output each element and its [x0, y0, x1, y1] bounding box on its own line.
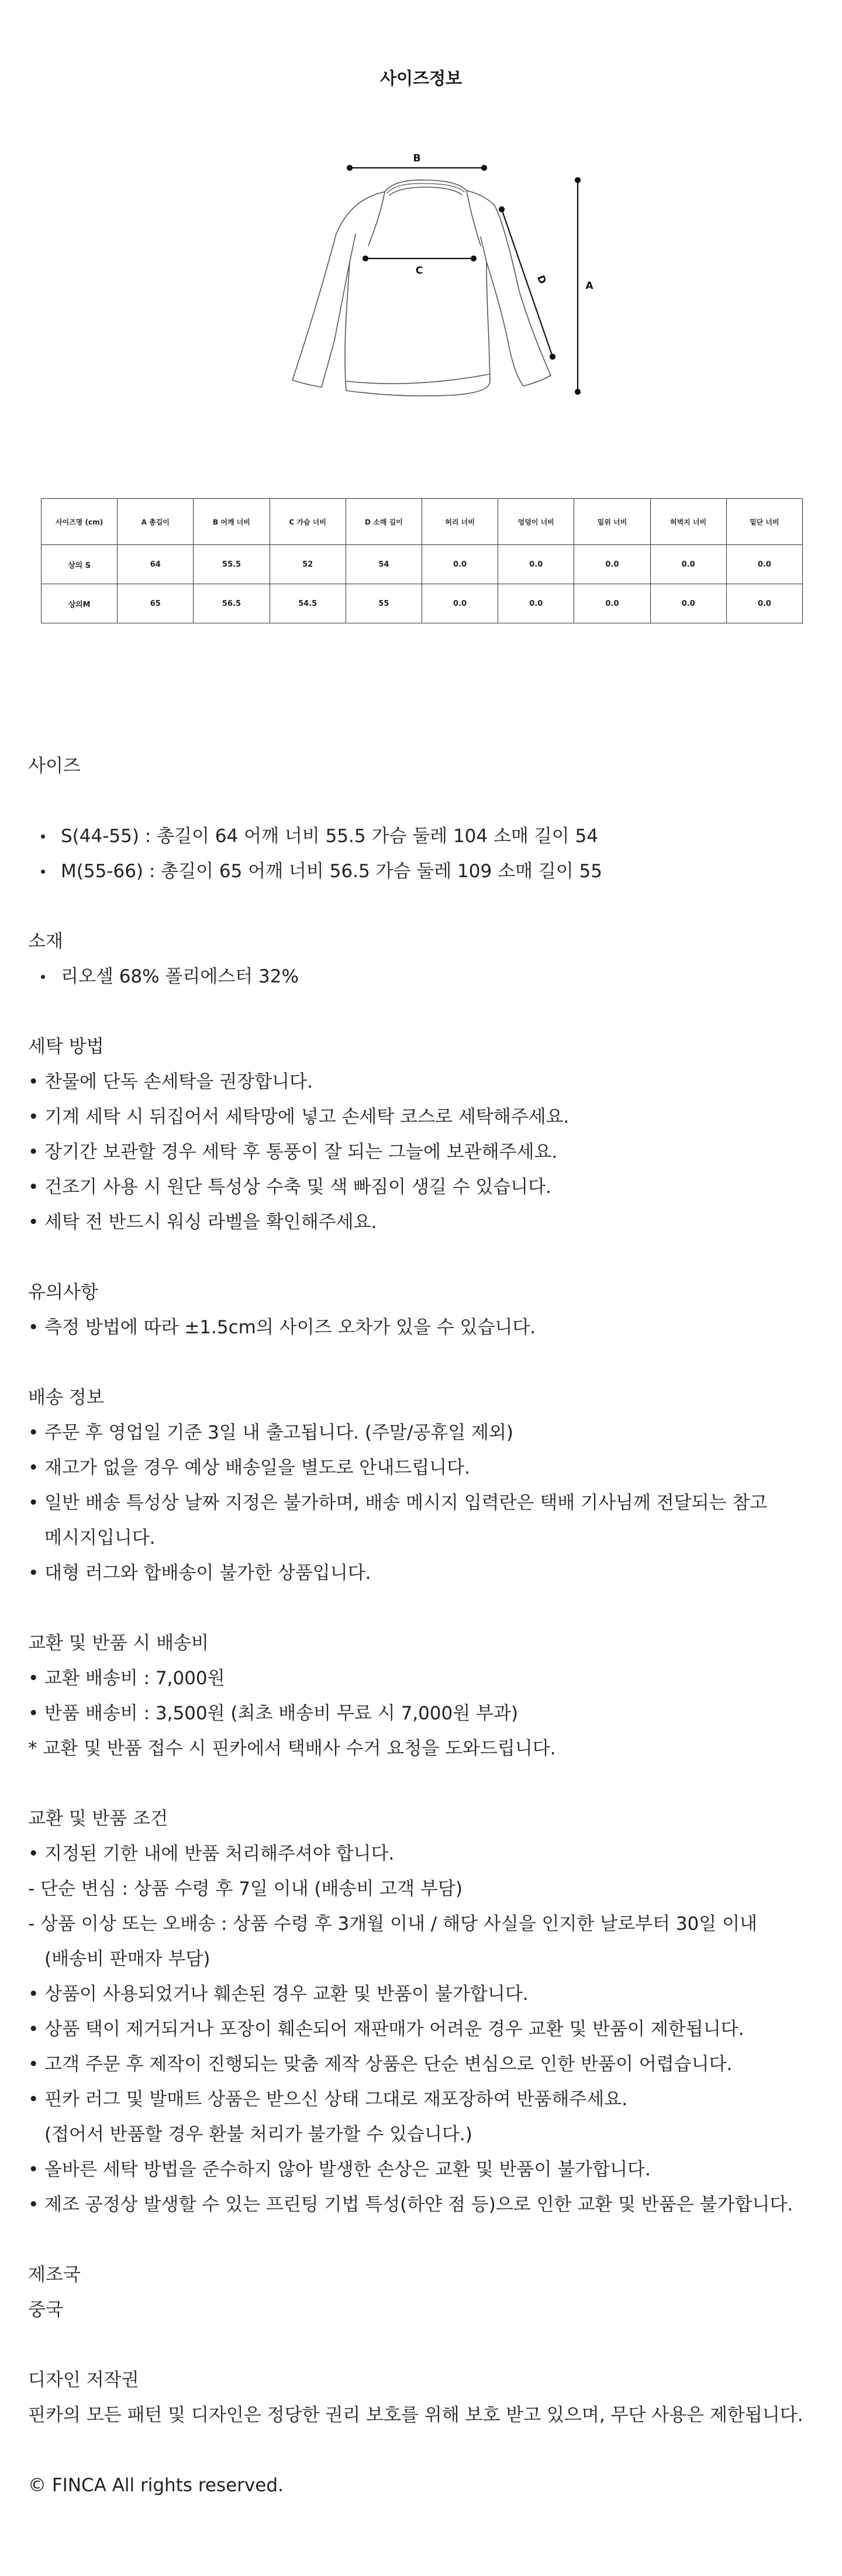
text-line: 메시지입니다. [44, 1527, 156, 1549]
text-line: • 재고가 없을 경우 예상 배송일을 별도로 안내드립니다. [28, 1457, 470, 1478]
page-title: 사이즈정보 [379, 68, 463, 88]
section-title: 세탁 방법 [28, 1036, 104, 1057]
text-line: - 상품 이상 또는 오배송 : 상품 수령 후 3개월 이내 / 해당 사실을 인지한 날로부터 30일 이내 [28, 1913, 757, 1934]
section-exchange-conditions [28, 1801, 823, 2222]
header-cell: 밑단 너비 [726, 499, 802, 545]
section-origin [28, 2257, 823, 2327]
table-cell: 54 [346, 545, 422, 584]
section-material [28, 924, 823, 994]
text-line: - 단순 변심 : 상품 수령 후 7일 이내 (배송비 고객 부담) [28, 1878, 463, 1899]
size-table [41, 498, 803, 623]
table-row [42, 545, 803, 584]
table-cell: 0.0 [498, 545, 574, 584]
header-cell: 허벅지 너비 [650, 499, 726, 545]
section-shipping [28, 1380, 823, 1591]
list-item: 리오셀 68% 폴리에스터 32% [28, 959, 823, 994]
section-title: 제조국 [28, 2264, 81, 2285]
text-line: • 올바른 세탁 방법을 준수하지 않아 발생한 손상은 교환 및 반품이 불가합니다. [28, 2159, 651, 2180]
sweater-illustration [281, 140, 608, 409]
section-washing [28, 1029, 823, 1240]
section-title: 유의사항 [28, 1282, 98, 1303]
text-line: • 찬물에 단독 손세탁을 권장합니다. [28, 1071, 313, 1092]
section-notice [28, 1275, 823, 1345]
header-cell: 허리 너비 [422, 499, 498, 545]
table-cell: 0.0 [574, 584, 650, 623]
table-cell: 0.0 [726, 545, 802, 584]
table-row [42, 584, 803, 623]
text-line: 중국 [28, 2299, 63, 2320]
table-cell: 55 [346, 584, 422, 623]
table-cell: 56.5 [194, 584, 270, 623]
label-a: A [585, 280, 593, 292]
text-line: • 지정된 기한 내에 반품 처리해주셔야 합니다. [28, 1843, 395, 1864]
text-line: 핀카의 모든 패턴 및 디자인은 정당한 권리 보호를 위해 보호 받고 있으며, 무단 사용은 제한됩니다. [28, 2405, 803, 2426]
label-d: D [534, 274, 548, 286]
text-line: (배송비 판매자 부담) [44, 1949, 210, 1970]
table-cell: 52 [270, 545, 346, 584]
list-item: M(55-66) : 총길이 65 어깨 너비 56.5 가슴 둘레 109 소매 길이 55 [28, 854, 823, 889]
table-cell: 0.0 [650, 584, 726, 623]
table-cell: 0.0 [574, 545, 650, 584]
section-title: 소재 [28, 931, 63, 952]
text-line: • 고객 주문 후 제작이 진행되는 맞춤 제작 상품은 단순 변심으로 인한 반품이 어렵습니다. [28, 2054, 733, 2075]
text-line: • 상품이 사용되었거나 훼손된 경우 교환 및 반품이 불가합니다. [28, 1984, 529, 2005]
text-line: * 교환 및 반품 접수 시 핀카에서 택배사 수거 요청을 도와드립니다. [28, 1738, 556, 1759]
text-line: • 핀카 러그 및 발매트 상품은 받으신 상태 그대로 재포장하여 반품해주세요. [28, 2089, 628, 2110]
header-cell: 사이즈명 (cm) [42, 499, 118, 545]
section-title: 디자인 저작권 [28, 2370, 139, 2391]
section-title: 사이즈 [28, 756, 81, 777]
table-cell: 54.5 [270, 584, 346, 623]
label-c: C [415, 265, 423, 277]
table-cell: 55.5 [194, 545, 270, 584]
copyright-notice: © FINCA All rights reserved. [28, 2475, 284, 2496]
section-copyright [28, 2363, 823, 2433]
table-cell: 상의M [42, 584, 118, 623]
table-cell: 64 [118, 545, 194, 584]
header-cell: 엉덩이 너비 [498, 499, 574, 545]
section-title: 배송 정보 [28, 1387, 104, 1408]
table-cell: 0.0 [726, 584, 802, 623]
material-list [28, 959, 823, 994]
size-table-header-row [42, 499, 803, 545]
header-cell: 밑위 너비 [574, 499, 650, 545]
table-cell: 0.0 [498, 584, 574, 623]
table-cell: 상의 S [42, 545, 118, 584]
text-line: • 일반 배송 특성상 날짜 지정은 불가하며, 배송 메시지 입력란은 택배 기사님께 전달되는 참고 [28, 1492, 768, 1513]
text-line: • 기계 세탁 시 뒤집어서 세탁망에 넣고 손세탁 코스로 세탁해주세요. [28, 1106, 570, 1127]
section-title: 교환 및 반품 조건 [28, 1808, 168, 1829]
table-cell: 0.0 [422, 545, 498, 584]
text-line: • 제조 공정상 발생할 수 있는 프린팅 기법 특성(하얀 점 등)으로 인한 교환 및 반품은 불가합니다. [28, 2194, 793, 2215]
text-line: • 상품 택이 제거되거나 포장이 훼손되어 재판매가 어려운 경우 교환 및 반품이 제한됩니다. [28, 2019, 744, 2040]
section-title: 교환 및 반품 시 배송비 [28, 1633, 209, 1654]
text-line: • 교환 배송비 : 7,000원 [28, 1668, 225, 1689]
header-cell: B 어깨 너비 [194, 499, 270, 545]
text-line: • 주문 후 영업일 기준 3일 내 출고됩니다. (주말/공휴일 제외) [28, 1422, 513, 1443]
text-line: (접어서 반품할 경우 환불 처리가 불가할 수 있습니다.) [44, 2124, 472, 2145]
table-cell: 0.0 [422, 584, 498, 623]
header-cell: D 소매 길이 [346, 499, 422, 545]
text-line: • 대형 러그와 합배송이 불가한 상품입니다. [28, 1563, 371, 1584]
section-size [28, 749, 823, 889]
text-line: • 측정 방법에 따라 ±1.5cm의 사이즈 오차가 있을 수 있습니다. [28, 1317, 536, 1338]
text-line: • 건조기 사용 시 원단 특성상 수축 및 색 빠짐이 생길 수 있습니다. [28, 1177, 552, 1198]
garment-size-diagram [281, 140, 608, 409]
label-b: B [413, 153, 421, 164]
header-cell: A 총길이 [118, 499, 194, 545]
section-exchange-fee [28, 1626, 823, 1766]
footer [28, 2468, 823, 2503]
table-cell: 65 [118, 584, 194, 623]
list-item: S(44-55) : 총길이 64 어깨 너비 55.5 가슴 둘레 104 소매 길이 54 [28, 819, 823, 854]
text-line: • 세탁 전 반드시 워싱 라벨을 확인해주세요. [28, 1212, 377, 1233]
product-info-content [28, 749, 823, 2503]
text-line: • 장기간 보관할 경우 세탁 후 통풍이 잘 되는 그늘에 보관해주세요. [28, 1142, 558, 1163]
header-cell: C 가슴 너비 [270, 499, 346, 545]
text-line: • 반품 배송비 : 3,500원 (최초 배송비 무료 시 7,000원 부과) [28, 1703, 519, 1724]
table-cell: 0.0 [650, 545, 726, 584]
size-list [28, 819, 823, 889]
